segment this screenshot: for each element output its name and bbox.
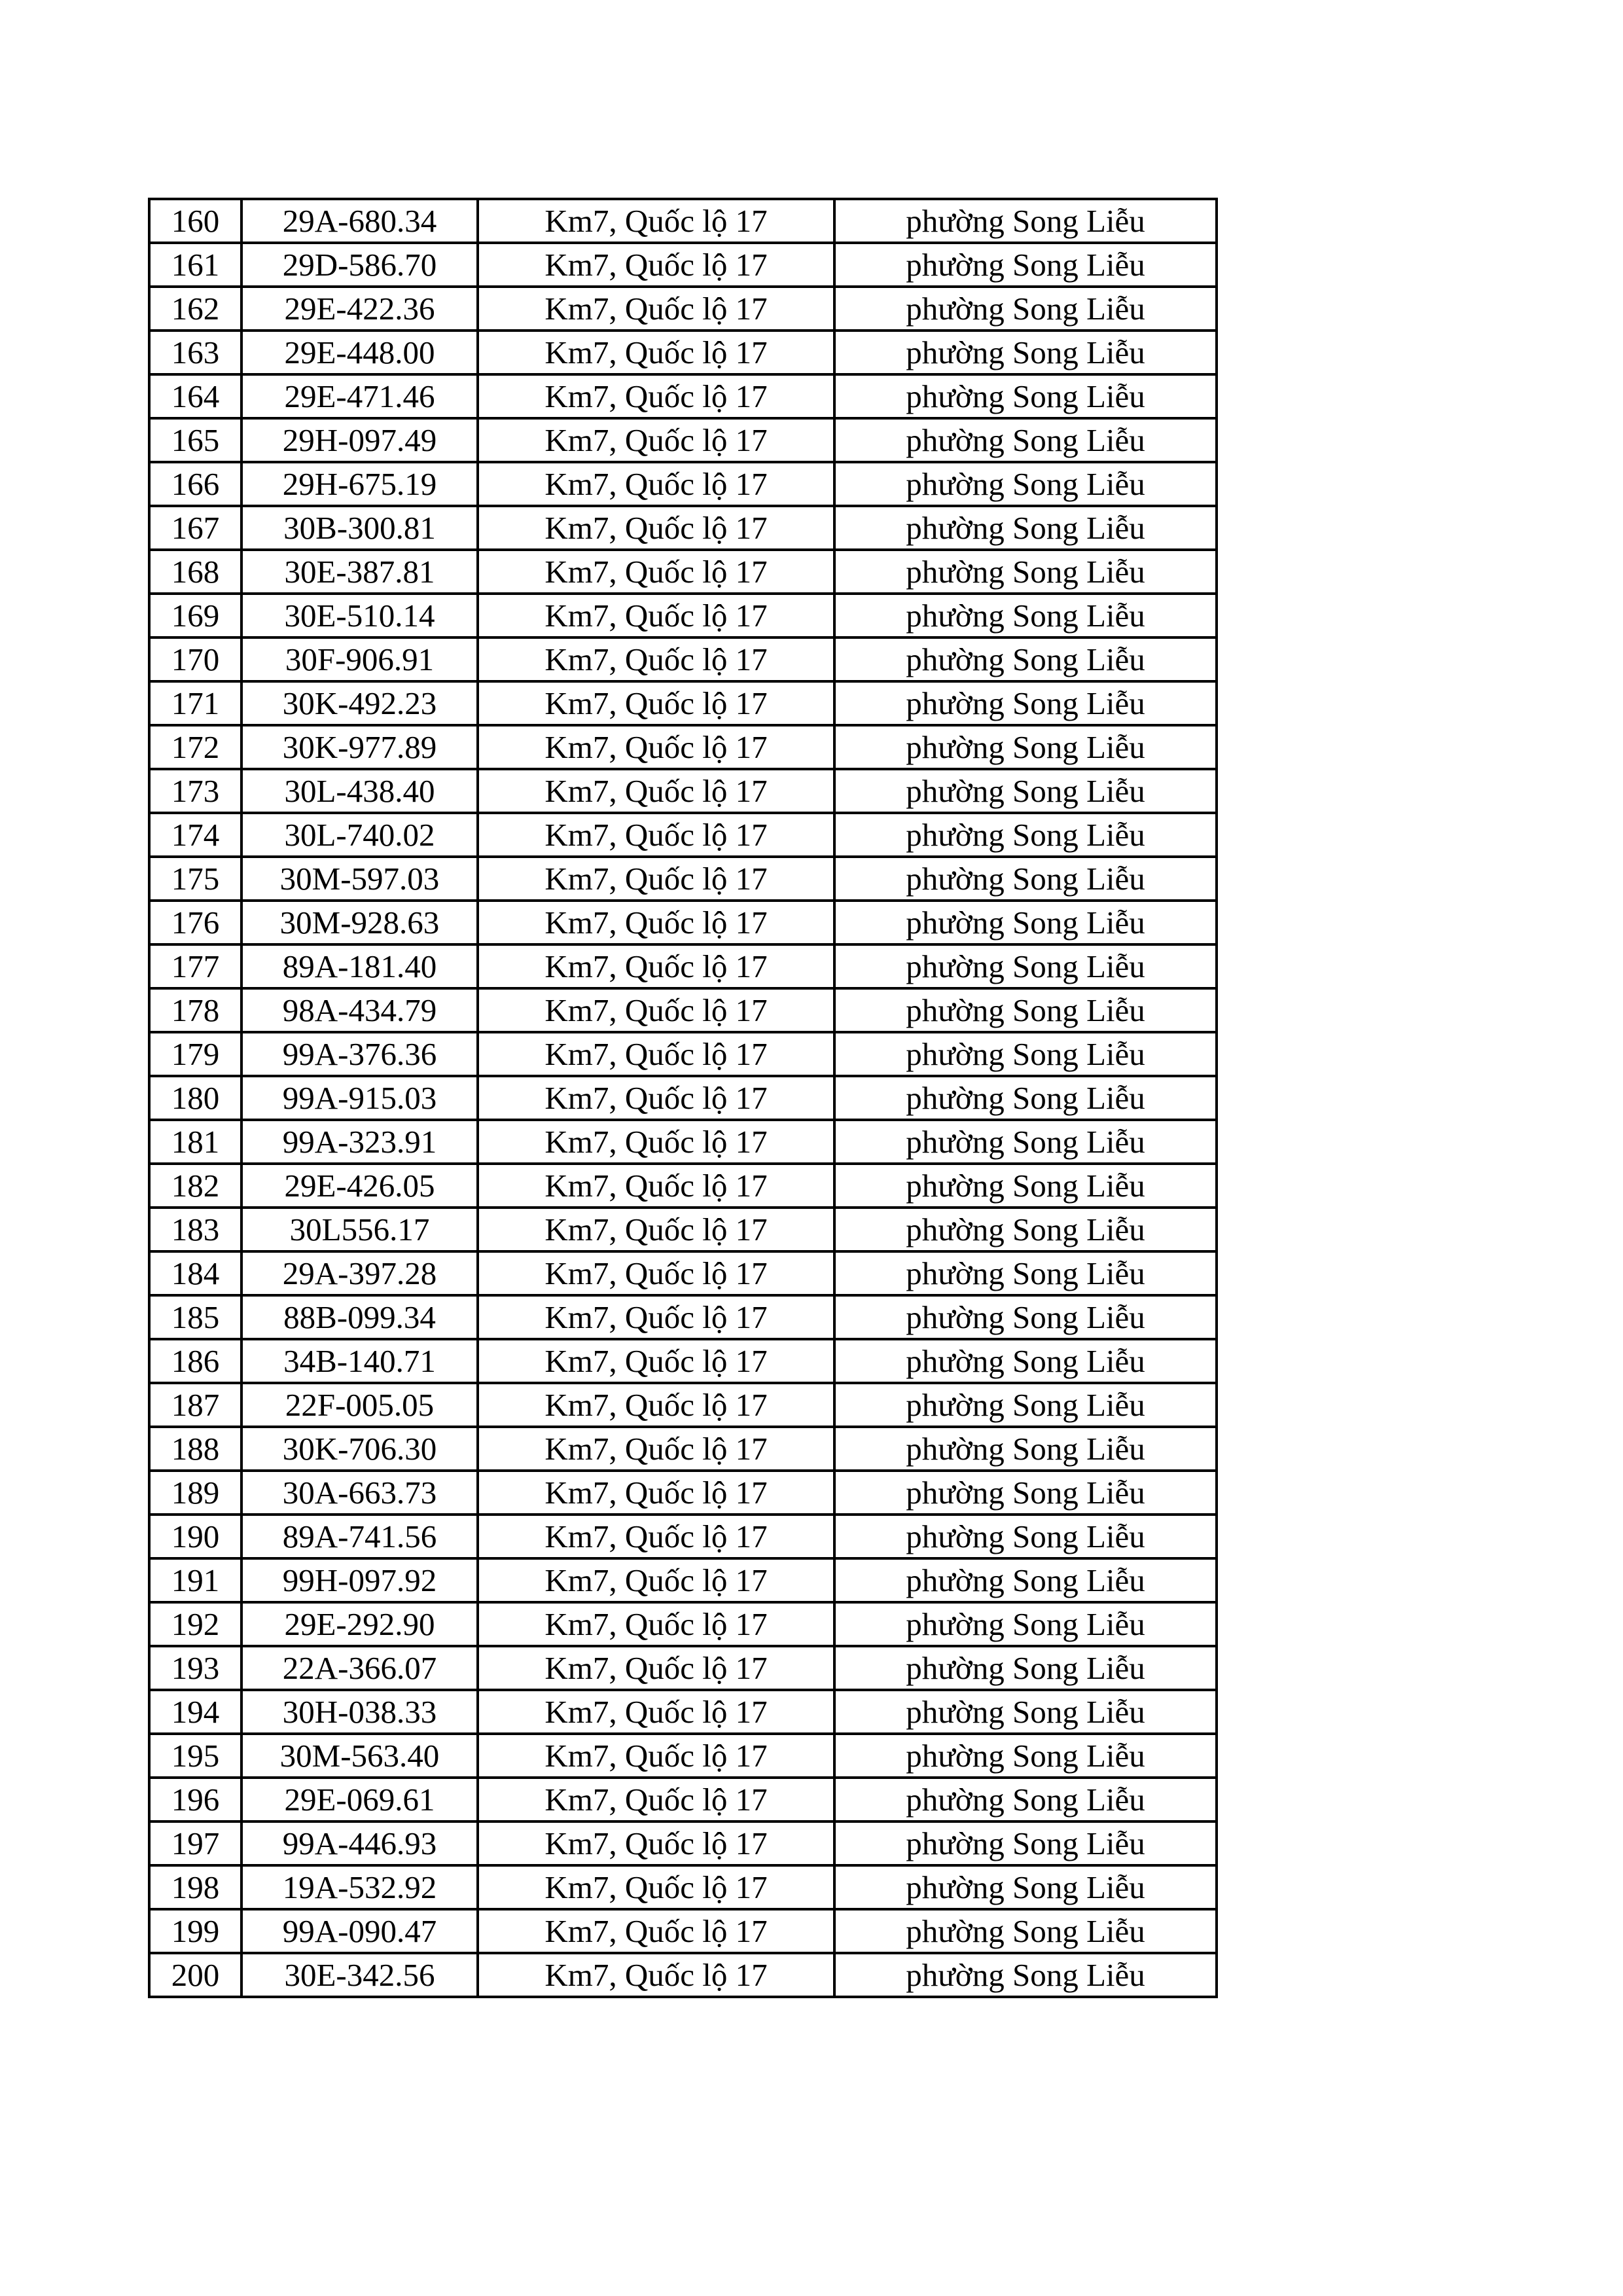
location-cell: Km7, Quốc lộ 17 — [478, 1471, 834, 1515]
license-plate-cell: 99A-376.36 — [241, 1032, 478, 1076]
table-row — [149, 1778, 1217, 1821]
table-row — [149, 1164, 1217, 1208]
license-plate-cell: 99A-446.93 — [241, 1821, 478, 1865]
location-cell: Km7, Quốc lộ 17 — [478, 374, 834, 418]
table-row — [149, 637, 1217, 681]
table-row — [149, 1690, 1217, 1734]
ward-cell: phường Song Liễu — [834, 1690, 1217, 1734]
row-number-cell: 172 — [149, 725, 241, 769]
table-row — [149, 1558, 1217, 1602]
ward-cell: phường Song Liễu — [834, 1076, 1217, 1120]
table-row — [149, 287, 1217, 331]
row-number-cell: 185 — [149, 1295, 241, 1339]
location-cell: Km7, Quốc lộ 17 — [478, 1821, 834, 1865]
license-plate-cell: 88B-099.34 — [241, 1295, 478, 1339]
row-number-cell: 174 — [149, 813, 241, 857]
row-number-cell: 163 — [149, 331, 241, 374]
row-number-cell: 196 — [149, 1778, 241, 1821]
license-plate-cell: 29A-397.28 — [241, 1251, 478, 1295]
row-number-cell: 193 — [149, 1646, 241, 1690]
ward-cell: phường Song Liễu — [834, 637, 1217, 681]
ward-cell: phường Song Liễu — [834, 506, 1217, 550]
license-plate-cell: 30H-038.33 — [241, 1690, 478, 1734]
row-number-cell: 190 — [149, 1515, 241, 1558]
row-number-cell: 187 — [149, 1383, 241, 1427]
row-number-cell: 178 — [149, 988, 241, 1032]
location-cell: Km7, Quốc lộ 17 — [478, 1339, 834, 1383]
location-cell: Km7, Quốc lộ 17 — [478, 1076, 834, 1120]
row-number-cell: 160 — [149, 199, 241, 243]
license-plate-cell: 30M-563.40 — [241, 1734, 478, 1778]
location-cell: Km7, Quốc lộ 17 — [478, 418, 834, 462]
location-cell: Km7, Quốc lộ 17 — [478, 988, 834, 1032]
license-plate-cell: 30M-928.63 — [241, 901, 478, 944]
location-cell: Km7, Quốc lộ 17 — [478, 944, 834, 988]
license-plate-cell: 29E-422.36 — [241, 287, 478, 331]
row-number-cell: 197 — [149, 1821, 241, 1865]
location-cell: Km7, Quốc lộ 17 — [478, 1558, 834, 1602]
location-cell: Km7, Quốc lộ 17 — [478, 1953, 834, 1997]
row-number-cell: 191 — [149, 1558, 241, 1602]
location-cell: Km7, Quốc lộ 17 — [478, 1515, 834, 1558]
table-row — [149, 1383, 1217, 1427]
ward-cell: phường Song Liễu — [834, 243, 1217, 287]
location-cell: Km7, Quốc lộ 17 — [478, 901, 834, 944]
row-number-cell: 165 — [149, 418, 241, 462]
location-cell: Km7, Quốc lộ 17 — [478, 813, 834, 857]
ward-cell: phường Song Liễu — [834, 1953, 1217, 1997]
row-number-cell: 195 — [149, 1734, 241, 1778]
location-cell: Km7, Quốc lộ 17 — [478, 243, 834, 287]
ward-cell: phường Song Liễu — [834, 1208, 1217, 1251]
license-plate-cell: 29D-586.70 — [241, 243, 478, 287]
ward-cell: phường Song Liễu — [834, 1251, 1217, 1295]
location-cell: Km7, Quốc lộ 17 — [478, 1208, 834, 1251]
table-row — [149, 1602, 1217, 1646]
ward-cell: phường Song Liễu — [834, 1471, 1217, 1515]
ward-cell: phường Song Liễu — [834, 725, 1217, 769]
table-row — [149, 1208, 1217, 1251]
location-cell: Km7, Quốc lộ 17 — [478, 1251, 834, 1295]
row-number-cell: 173 — [149, 769, 241, 813]
row-number-cell: 170 — [149, 637, 241, 681]
license-plate-cell: 30M-597.03 — [241, 857, 478, 901]
ward-cell: phường Song Liễu — [834, 1383, 1217, 1427]
license-plate-cell: 99A-323.91 — [241, 1120, 478, 1164]
table-row — [149, 1909, 1217, 1953]
table-row — [149, 988, 1217, 1032]
license-plate-cell: 22A-366.07 — [241, 1646, 478, 1690]
ward-cell: phường Song Liễu — [834, 1339, 1217, 1383]
row-number-cell: 181 — [149, 1120, 241, 1164]
license-plate-cell: 29E-292.90 — [241, 1602, 478, 1646]
location-cell: Km7, Quốc lộ 17 — [478, 462, 834, 506]
table-row — [149, 1251, 1217, 1295]
table-row — [149, 1821, 1217, 1865]
license-plate-cell: 89A-181.40 — [241, 944, 478, 988]
location-cell: Km7, Quốc lộ 17 — [478, 1734, 834, 1778]
license-plate-cell: 34B-140.71 — [241, 1339, 478, 1383]
location-cell: Km7, Quốc lộ 17 — [478, 1383, 834, 1427]
license-plate-cell: 22F-005.05 — [241, 1383, 478, 1427]
license-plate-cell: 30L-438.40 — [241, 769, 478, 813]
table-row — [149, 1515, 1217, 1558]
ward-cell: phường Song Liễu — [834, 1778, 1217, 1821]
ward-cell: phường Song Liễu — [834, 857, 1217, 901]
table-row — [149, 1032, 1217, 1076]
ward-cell: phường Song Liễu — [834, 901, 1217, 944]
license-plate-cell: 29E-426.05 — [241, 1164, 478, 1208]
location-cell: Km7, Quốc lộ 17 — [478, 1032, 834, 1076]
table-row — [149, 1076, 1217, 1120]
license-plate-cell: 98A-434.79 — [241, 988, 478, 1032]
table-row — [149, 1734, 1217, 1778]
row-number-cell: 161 — [149, 243, 241, 287]
location-cell: Km7, Quốc lộ 17 — [478, 725, 834, 769]
license-plate-cell: 29E-448.00 — [241, 331, 478, 374]
table-row — [149, 418, 1217, 462]
row-number-cell: 169 — [149, 594, 241, 637]
license-plate-cell: 30L556.17 — [241, 1208, 478, 1251]
row-number-cell: 194 — [149, 1690, 241, 1734]
table-row — [149, 1953, 1217, 1997]
license-plate-cell: 29H-675.19 — [241, 462, 478, 506]
row-number-cell: 188 — [149, 1427, 241, 1471]
license-plate-cell: 30K-492.23 — [241, 681, 478, 725]
ward-cell: phường Song Liễu — [834, 1558, 1217, 1602]
row-number-cell: 166 — [149, 462, 241, 506]
row-number-cell: 183 — [149, 1208, 241, 1251]
table-row — [149, 1646, 1217, 1690]
table-row — [149, 1339, 1217, 1383]
location-cell: Km7, Quốc lộ 17 — [478, 769, 834, 813]
location-cell: Km7, Quốc lộ 17 — [478, 594, 834, 637]
location-cell: Km7, Quốc lộ 17 — [478, 1909, 834, 1953]
ward-cell: phường Song Liễu — [834, 1427, 1217, 1471]
license-plate-cell: 19A-532.92 — [241, 1865, 478, 1909]
ward-cell: phường Song Liễu — [834, 1032, 1217, 1076]
location-cell: Km7, Quốc lộ 17 — [478, 331, 834, 374]
row-number-cell: 176 — [149, 901, 241, 944]
ward-cell: phường Song Liễu — [834, 1120, 1217, 1164]
location-cell: Km7, Quốc lộ 17 — [478, 506, 834, 550]
license-plate-cell: 30L-740.02 — [241, 813, 478, 857]
license-plate-cell: 30E-387.81 — [241, 550, 478, 594]
location-cell: Km7, Quốc lộ 17 — [478, 199, 834, 243]
row-number-cell: 182 — [149, 1164, 241, 1208]
location-cell: Km7, Quốc lộ 17 — [478, 1120, 834, 1164]
location-cell: Km7, Quốc lộ 17 — [478, 287, 834, 331]
table-row — [149, 901, 1217, 944]
row-number-cell: 164 — [149, 374, 241, 418]
table-row — [149, 725, 1217, 769]
row-number-cell: 177 — [149, 944, 241, 988]
table-row — [149, 813, 1217, 857]
license-plate-cell: 30B-300.81 — [241, 506, 478, 550]
ward-cell: phường Song Liễu — [834, 1602, 1217, 1646]
license-plate-cell: 30A-663.73 — [241, 1471, 478, 1515]
table-row — [149, 769, 1217, 813]
location-cell: Km7, Quốc lộ 17 — [478, 637, 834, 681]
table-row — [149, 550, 1217, 594]
table-row — [149, 1120, 1217, 1164]
location-cell: Km7, Quốc lộ 17 — [478, 681, 834, 725]
table-row — [149, 1295, 1217, 1339]
record-table-body — [149, 199, 1217, 1997]
ward-cell: phường Song Liễu — [834, 1646, 1217, 1690]
license-plate-cell: 29E-471.46 — [241, 374, 478, 418]
row-number-cell: 189 — [149, 1471, 241, 1515]
location-cell: Km7, Quốc lộ 17 — [478, 1646, 834, 1690]
location-cell: Km7, Quốc lộ 17 — [478, 857, 834, 901]
table-row — [149, 374, 1217, 418]
ward-cell: phường Song Liễu — [834, 550, 1217, 594]
location-cell: Km7, Quốc lộ 17 — [478, 1690, 834, 1734]
ward-cell: phường Song Liễu — [834, 1164, 1217, 1208]
row-number-cell: 171 — [149, 681, 241, 725]
ward-cell: phường Song Liễu — [834, 681, 1217, 725]
ward-cell: phường Song Liễu — [834, 813, 1217, 857]
license-plate-cell: 29E-069.61 — [241, 1778, 478, 1821]
license-plate-cell: 30E-510.14 — [241, 594, 478, 637]
record-table — [148, 198, 1218, 1998]
ward-cell: phường Song Liễu — [834, 1295, 1217, 1339]
location-cell: Km7, Quốc lộ 17 — [478, 1295, 834, 1339]
row-number-cell: 199 — [149, 1909, 241, 1953]
ward-cell: phường Song Liễu — [834, 1865, 1217, 1909]
ward-cell: phường Song Liễu — [834, 418, 1217, 462]
ward-cell: phường Song Liễu — [834, 1515, 1217, 1558]
location-cell: Km7, Quốc lộ 17 — [478, 1865, 834, 1909]
license-plate-cell: 30E-342.56 — [241, 1953, 478, 1997]
table-row — [149, 1471, 1217, 1515]
license-plate-cell: 30K-706.30 — [241, 1427, 478, 1471]
ward-cell: phường Song Liễu — [834, 1821, 1217, 1865]
location-cell: Km7, Quốc lộ 17 — [478, 1602, 834, 1646]
table-row — [149, 1865, 1217, 1909]
table-row — [149, 199, 1217, 243]
license-plate-cell: 30F-906.91 — [241, 637, 478, 681]
ward-cell: phường Song Liễu — [834, 462, 1217, 506]
ward-cell: phường Song Liễu — [834, 287, 1217, 331]
location-cell: Km7, Quốc lộ 17 — [478, 550, 834, 594]
ward-cell: phường Song Liễu — [834, 1734, 1217, 1778]
table-row — [149, 857, 1217, 901]
license-plate-cell: 29H-097.49 — [241, 418, 478, 462]
license-plate-cell: 99A-090.47 — [241, 1909, 478, 1953]
ward-cell: phường Song Liễu — [834, 944, 1217, 988]
ward-cell: phường Song Liễu — [834, 374, 1217, 418]
row-number-cell: 198 — [149, 1865, 241, 1909]
license-plate-cell: 30K-977.89 — [241, 725, 478, 769]
row-number-cell: 184 — [149, 1251, 241, 1295]
table-row — [149, 1427, 1217, 1471]
table-row — [149, 594, 1217, 637]
ward-cell: phường Song Liễu — [834, 594, 1217, 637]
location-cell: Km7, Quốc lộ 17 — [478, 1427, 834, 1471]
table-row — [149, 243, 1217, 287]
row-number-cell: 192 — [149, 1602, 241, 1646]
ward-cell: phường Song Liễu — [834, 1909, 1217, 1953]
table-row — [149, 681, 1217, 725]
row-number-cell: 167 — [149, 506, 241, 550]
row-number-cell: 179 — [149, 1032, 241, 1076]
ward-cell: phường Song Liễu — [834, 331, 1217, 374]
license-plate-cell: 99H-097.92 — [241, 1558, 478, 1602]
row-number-cell: 162 — [149, 287, 241, 331]
row-number-cell: 186 — [149, 1339, 241, 1383]
row-number-cell: 200 — [149, 1953, 241, 1997]
license-plate-cell: 29A-680.34 — [241, 199, 478, 243]
table-row — [149, 506, 1217, 550]
location-cell: Km7, Quốc lộ 17 — [478, 1778, 834, 1821]
location-cell: Km7, Quốc lộ 17 — [478, 1164, 834, 1208]
ward-cell: phường Song Liễu — [834, 769, 1217, 813]
row-number-cell: 168 — [149, 550, 241, 594]
license-plate-cell: 99A-915.03 — [241, 1076, 478, 1120]
table-row — [149, 331, 1217, 374]
license-plate-cell: 89A-741.56 — [241, 1515, 478, 1558]
row-number-cell: 180 — [149, 1076, 241, 1120]
row-number-cell: 175 — [149, 857, 241, 901]
ward-cell: phường Song Liễu — [834, 199, 1217, 243]
ward-cell: phường Song Liễu — [834, 988, 1217, 1032]
table-row — [149, 462, 1217, 506]
table-row — [149, 944, 1217, 988]
